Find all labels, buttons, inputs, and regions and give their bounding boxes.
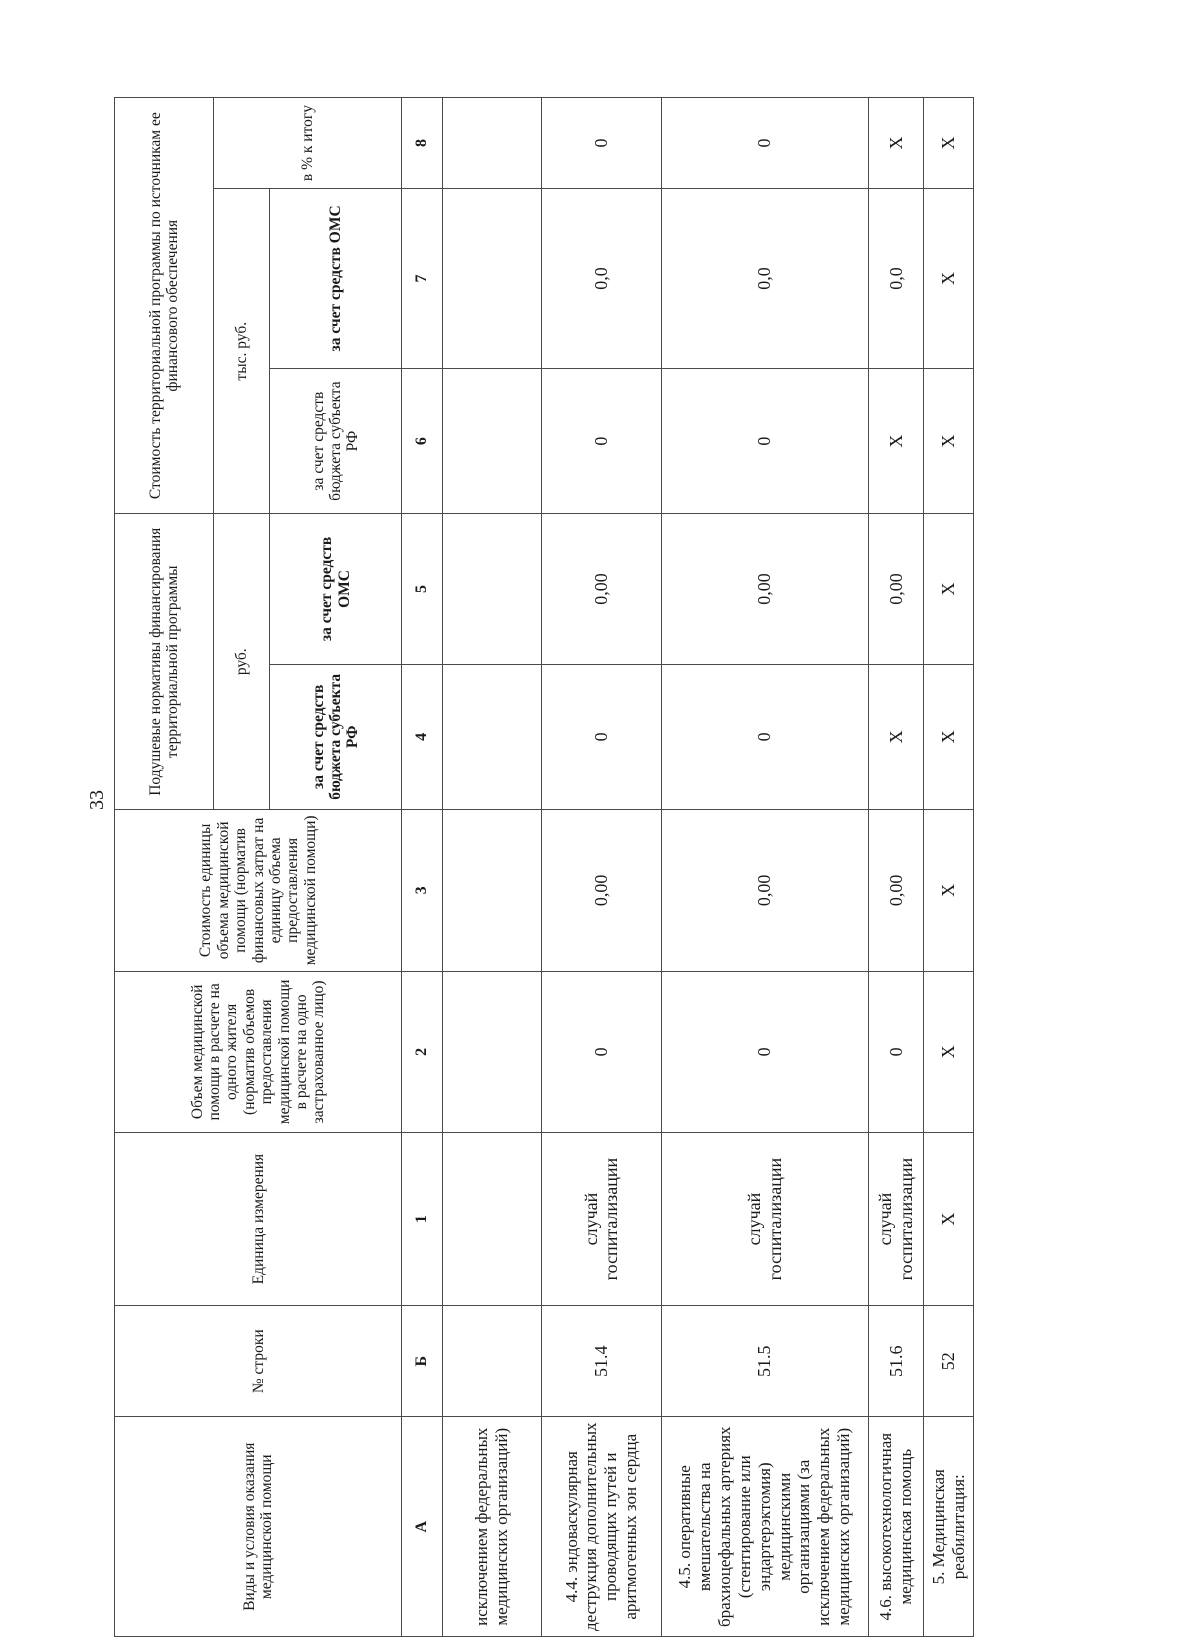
header-unit: Единица измерения <box>115 1133 402 1306</box>
table-row <box>541 98 661 1637</box>
row-volume: 0 <box>868 971 924 1133</box>
row-name: исключением федеральных медицинских организаций) <box>442 1417 541 1637</box>
row-name: 4.4. эндоваскулярная деструкция дополнительных проводящих путей и аритмогенных зон сердца <box>541 1417 661 1637</box>
row-volume: 0 <box>661 971 868 1133</box>
table-row <box>661 98 868 1637</box>
row-unit: случай госпитализации <box>868 1133 924 1306</box>
table-row <box>868 98 924 1637</box>
header-program-cost-group: Стоимость территориальной программы по источникам ее финансового обеспечения <box>115 98 214 514</box>
row-total-budget: 0 <box>661 368 868 514</box>
row-total-oms: 0,0 <box>541 189 661 369</box>
header-line-number: № строки <box>115 1306 402 1417</box>
header-total-oms: за счет средств ОМС <box>270 189 402 369</box>
row-pc-oms: 0,00 <box>541 514 661 664</box>
header-total-budget: за счет средств бюджета субъекта РФ <box>270 368 402 514</box>
row-total-budget: Х <box>868 368 924 514</box>
row-percent: 0 <box>541 98 661 189</box>
row-pc-oms: 0,00 <box>661 514 868 664</box>
column-number: Б <box>402 1306 442 1417</box>
page-number: 33 <box>86 790 108 810</box>
column-number: 2 <box>402 971 442 1133</box>
row-pc-budget: Х <box>868 664 924 810</box>
header-pc-budget: за счет средств бюджета субъекта РФ <box>270 664 402 810</box>
header-pc-oms: за счет средств ОМС <box>270 514 402 664</box>
column-number: 8 <box>402 98 442 189</box>
row-unit-cost <box>442 810 541 972</box>
row-total-oms: Х <box>924 189 974 369</box>
row-pc-oms <box>442 514 541 664</box>
row-line-number <box>442 1306 541 1417</box>
column-number: 6 <box>402 368 442 514</box>
row-total-budget: 0 <box>541 368 661 514</box>
header-percent-of-total: в % к итогу <box>214 98 402 189</box>
row-unit <box>442 1133 541 1306</box>
row-unit-cost: 0,00 <box>868 810 924 972</box>
column-number: А <box>402 1417 442 1637</box>
row-volume <box>442 971 541 1133</box>
row-unit-cost: 0,00 <box>541 810 661 972</box>
row-percent: Х <box>924 98 974 189</box>
row-line-number: 51.4 <box>541 1306 661 1417</box>
row-total-budget: Х <box>924 368 974 514</box>
table-row <box>442 98 541 1637</box>
row-total-oms <box>442 189 541 369</box>
row-percent: 0 <box>661 98 868 189</box>
header-kinds-of-care: Виды и условия оказания медицинской помощи <box>115 1417 402 1637</box>
column-number: 1 <box>402 1133 442 1306</box>
row-pc-budget: 0 <box>541 664 661 810</box>
row-line-number: 51.5 <box>661 1306 868 1417</box>
row-line-number: 52 <box>924 1306 974 1417</box>
column-number: 5 <box>402 514 442 664</box>
header-unit-cost: Стоимость единицы объема медицинской помощи (норматив финансовых затрат на единицу объема предоставления медицинской помощи) <box>115 810 402 972</box>
row-total-oms: 0,0 <box>661 189 868 369</box>
normatives-table <box>114 97 974 1637</box>
row-total-oms: 0,0 <box>868 189 924 369</box>
row-pc-oms: 0,00 <box>868 514 924 664</box>
column-number: 7 <box>402 189 442 369</box>
row-volume: Х <box>924 971 974 1133</box>
row-name: 5. Медицинская реабилитация: <box>924 1417 974 1637</box>
table-row <box>924 98 974 1637</box>
row-unit-cost: 0,00 <box>661 810 868 972</box>
row-pc-budget: Х <box>924 664 974 810</box>
header-rub: руб. <box>214 514 270 810</box>
row-unit-cost: Х <box>924 810 974 972</box>
row-total-budget <box>442 368 541 514</box>
row-pc-budget: 0 <box>661 664 868 810</box>
row-volume: 0 <box>541 971 661 1133</box>
row-unit: случай госпитализации <box>541 1133 661 1306</box>
header-thous-rub: тыс. руб. <box>214 189 270 514</box>
header-volume: Объем медицинской помощи в расчете на одного жителя (норматив объемов предоставления медицинской помощи в расчете на одно застрахованное лицо) <box>115 971 402 1133</box>
row-pc-oms: Х <box>924 514 974 664</box>
row-unit: случай госпитализации <box>661 1133 868 1306</box>
row-percent: Х <box>868 98 924 189</box>
rotated-table-wrapper <box>114 97 974 1637</box>
row-unit: Х <box>924 1133 974 1306</box>
row-pc-budget <box>442 664 541 810</box>
column-number: 3 <box>402 810 442 972</box>
row-percent <box>442 98 541 189</box>
row-name: 4.6. высокотехнологичная медицинская помощь <box>868 1417 924 1637</box>
row-line-number: 51.6 <box>868 1306 924 1417</box>
row-name: 4.5. оперативные вмешательства на брахиоцефальных артериях (стентирование или эндартерэктомия) медицинскими организациями (за исключением федеральных медицинских организаций) <box>661 1417 868 1637</box>
header-per-capita-group: Подушевые нормативы финансирования территориальной программы <box>115 514 214 810</box>
column-number: 4 <box>402 664 442 810</box>
